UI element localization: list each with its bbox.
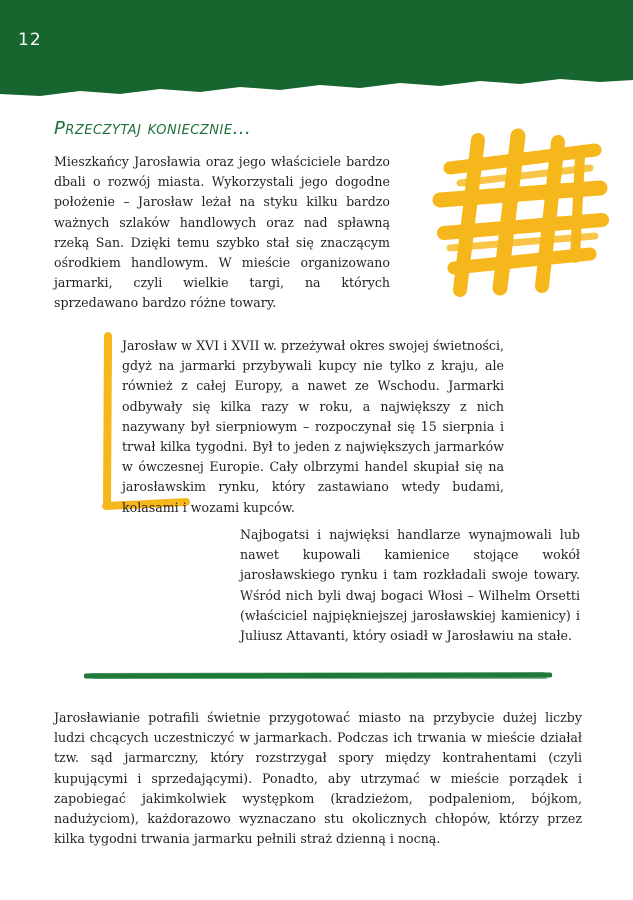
header-band <box>0 0 633 110</box>
order-paragraph: Jarosławianie potrafili świetnie przygotować miasto na przybycie dużej liczby ludzi chcących uczestniczyć w jarmarkach. Podczas ich trwania w mieście działał tzw. sąd jarmarczny, który rozstrzygał spory między kontrahentami (czyli kupującymi i sprzedającymi). Ponadto, aby utrzymać w mieście porządek i zapobiegać jakimkolwiek występkom (kradzieżom, podpaleniom, bójkom, nadużyciom), każdorazowo wyznaczano stu okolicznych chłopów, którzy przez kilka tygodni trwania jarmarku pełnili straż dzienną i nocną. <box>54 710 582 847</box>
intro-paragraph: Mieszkańcy Jarosławia oraz jego właściciele bardzo dbali o rozwój miasta. Wykorzystali jego dogodne położenie – Jarosław leżał na styku kilku bardzo ważnych szlaków handlowych oraz nad spławną rzeką San. Dzięki temu szybko stał się znaczącym ośrodkiem handlowym. W mieście organizowano jarmarki, czyli wielkie targi, na których sprzedawano bardzo różne towary. <box>54 154 390 311</box>
section-divider <box>84 670 552 682</box>
merchants-paragraph: Najbogatsi i najwięksi handlarze wynajmowali lub nawet kupowali kamienice stojące wokół jarosławskiego rynku i tam rozkładali swoje towary. Wśród nich byli dwaj bogaci Włosi – Wilhelm Orsetti (właściciel najpiękniejszej jarosławskiej kamienicy) i Juliusz Attavanti, który osiadł w Jarosławiu na stałe. <box>240 527 580 644</box>
hash-doodle-decoration <box>430 128 610 298</box>
page-number: 12 <box>18 30 42 50</box>
section-heading: Przeczytaj koniecznie... <box>54 118 252 139</box>
golden-age-paragraph: Jarosław w XVI i XVII w. przeżywał okres swojej świetności, gdyż na jarmarki przybywali kupcy nie tylko z kraju, ale również z całej Europy, a nawet ze Wschodu. Jarmarki odbywały się kilka razy w roku, a największy z nich nazywany był sierpniowym – rozpoczynał się 15 sierpnia i trwał kilka tygodni. Był to jeden z największych jarmarków w ówczesnej Europie. Cały olbrzymi handel skupiał się na jarosławskim rynku, który zastawiano wtedy budami, kolasami i wozami kupców. <box>122 338 504 515</box>
